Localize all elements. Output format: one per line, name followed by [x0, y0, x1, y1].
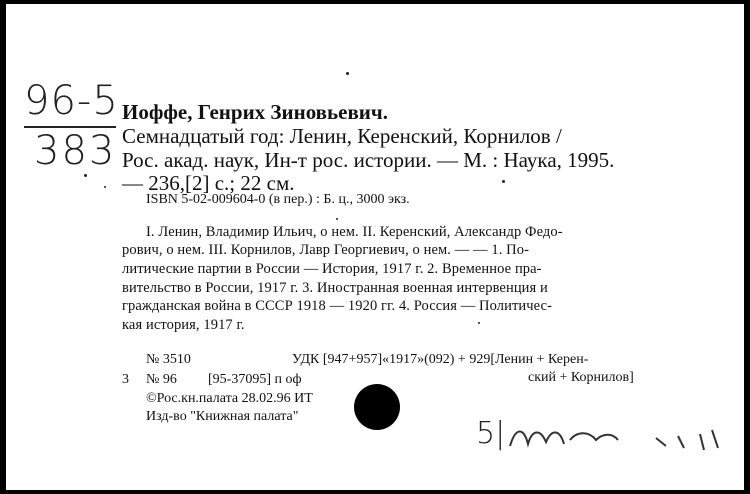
subject-line: гражданская война в СССР 1918 — 1920 гг. 4. Россия — Политичес- [122, 298, 552, 314]
subject-line: кая история, 1917 г. [122, 317, 245, 333]
subject-line: рович, о нем. III. Корнилов, Лавр Георгиевич, о нем. — — 1. По- [122, 242, 530, 258]
isbn-line: ISBN 5-02-009604-0 (в пер.) : Б. ц., 3000 экз. [146, 192, 410, 207]
call-number-top: 96-5 [24, 78, 119, 124]
ink-speck [336, 218, 338, 220]
publisher-line: Рос. акад. наук, Ин-т рос. истории. — М. : Наука, 1995. [122, 148, 615, 172]
catalog-card [6, 4, 744, 490]
ink-speck [84, 174, 87, 177]
udk-classification: УДК [947+957]«1917»(092) + 929[Ленин + Керен- [292, 352, 589, 367]
udk-classification-cont: ский + Корнилов] [528, 370, 634, 385]
subject-line: литические партии в России — История, 1917 г. 2. Временное пра- [122, 261, 542, 277]
ink-speck [104, 186, 106, 188]
call-number-bottom: 383 [34, 128, 117, 174]
ink-speck [346, 72, 349, 75]
number-prefix: 3 [122, 372, 129, 387]
copyright-line: ©Рос.кн.палата 28.02.96 ИТ [146, 391, 313, 406]
subject-line: вительство в России, 1917 г. 3. Иностранная военная интервенция и [122, 280, 548, 296]
card-number: № 96 [146, 372, 177, 387]
record-number: № 3510 [146, 352, 191, 367]
handwritten-mark: 5| [476, 416, 506, 451]
handwritten-scribble [506, 416, 726, 456]
ink-speck [502, 180, 505, 183]
order-code: [95-37095] п оф [208, 372, 302, 387]
title: Семнадцатый год: Ленин, Керенский, Корнилов / [122, 124, 562, 148]
ink-speck [478, 322, 480, 324]
publisher-credit: Изд-во "Книжная палата" [146, 409, 299, 424]
ink-blot [354, 384, 400, 430]
subject-line: I. Ленин, Владимир Ильич, о нем. II. Керенский, Александр Федо- [146, 224, 563, 240]
pages-line: — 236,[2] с.; 22 см. [122, 171, 295, 195]
author: Иоффе, Генрих Зиновьевич. [122, 100, 388, 124]
